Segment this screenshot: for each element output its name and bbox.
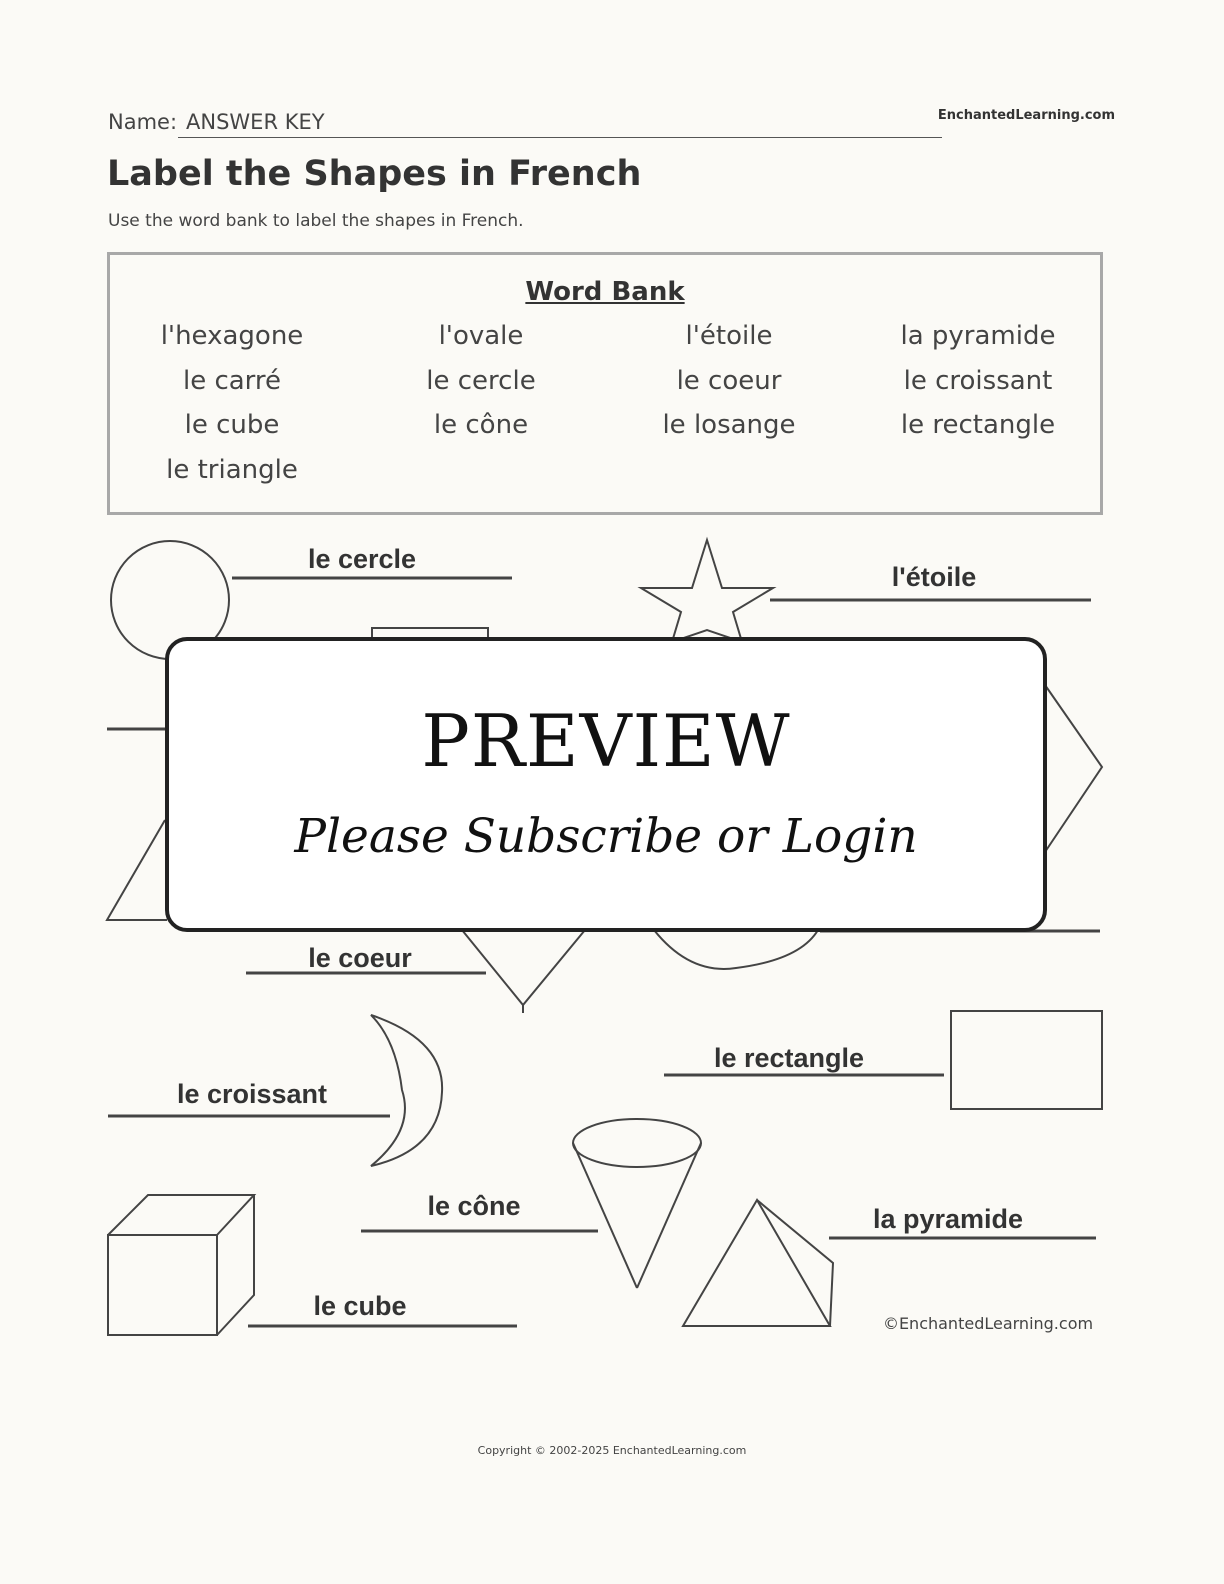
word-bank-item: le coeur xyxy=(676,366,782,396)
page-title: Label the Shapes in French xyxy=(107,154,642,194)
cube-shape xyxy=(108,1235,217,1335)
star-shape xyxy=(641,540,773,642)
name-label: Name: xyxy=(108,110,178,134)
word-bank-item: le cône xyxy=(433,410,529,440)
label-croissant: le croissant xyxy=(176,1079,328,1109)
triangle-shape xyxy=(107,820,167,920)
word-bank-item: le triangle xyxy=(166,455,298,485)
image-copyright: ©EnchantedLearning.com xyxy=(882,1314,1094,1333)
label-cone: le cône xyxy=(427,1191,521,1221)
name-value: ANSWER KEY xyxy=(186,110,325,134)
label-cercle: le cercle xyxy=(307,544,417,574)
label-etoile: l'étoile xyxy=(891,562,977,592)
preview-overlay[interactable] xyxy=(165,637,1047,932)
subscribe-login-prompt[interactable]: Please Subscribe or Login xyxy=(294,809,918,864)
label-coeur: le coeur xyxy=(308,943,412,973)
word-bank-title: Word Bank xyxy=(525,277,685,307)
word-bank-item: le croissant xyxy=(903,366,1053,396)
word-bank-item: l'hexagone xyxy=(160,321,304,351)
instructions: Use the word bank to label the shapes in French. xyxy=(108,211,524,231)
rectangle-shape xyxy=(951,1011,1102,1109)
word-bank-item: le rectangle xyxy=(900,410,1056,440)
word-bank-item: la pyramide xyxy=(900,321,1056,351)
footer-copyright: Copyright © 2002-2025 EnchantedLearning.com xyxy=(477,1444,747,1457)
oval-shape xyxy=(654,930,818,969)
preview-title: PREVIEW xyxy=(421,699,791,783)
word-bank-item: le losange xyxy=(662,410,796,440)
pyramid-shape xyxy=(683,1200,830,1326)
cone-shape xyxy=(573,1119,701,1167)
crescent-shape xyxy=(371,1015,442,1166)
label-cube: le cube xyxy=(313,1291,407,1321)
word-bank-item: le cube xyxy=(184,410,280,440)
label-rectangle: le rectangle xyxy=(713,1043,865,1073)
word-bank-item: l'étoile xyxy=(685,321,773,351)
label-pyramide: la pyramide xyxy=(872,1204,1024,1234)
rhombus-shape xyxy=(1045,685,1102,852)
brand-link[interactable]: EnchantedLearning.com xyxy=(937,108,1115,123)
word-bank-item: le carré xyxy=(182,366,282,396)
heart-shape xyxy=(462,930,585,1005)
word-bank-item: l'ovale xyxy=(438,321,524,351)
word-bank-item: le cercle xyxy=(426,366,536,396)
